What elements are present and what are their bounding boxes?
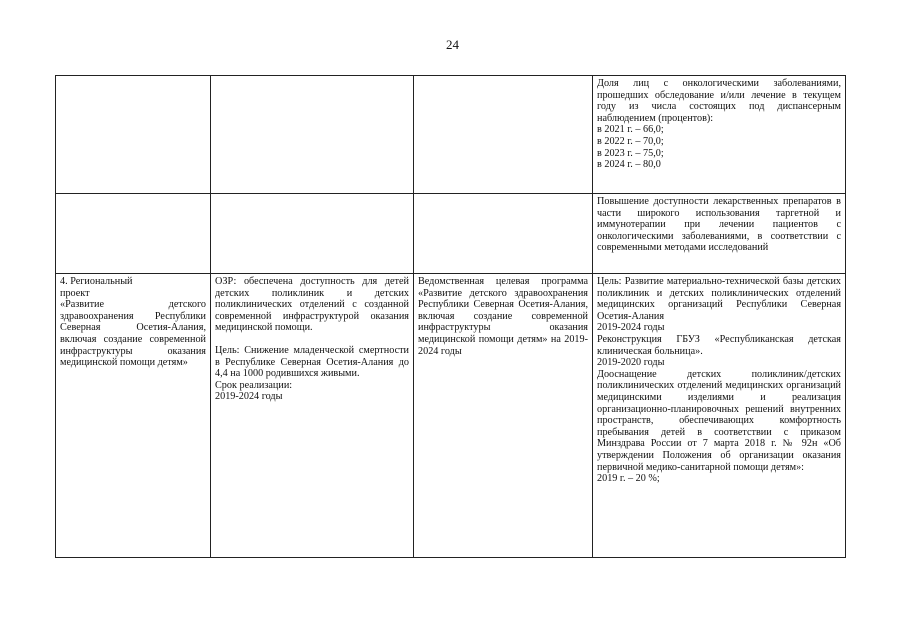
table-cell: [593, 76, 846, 194]
program-table: [55, 75, 846, 558]
table-row: [56, 194, 846, 274]
indicator-value: в 2022 г. – 70,0;: [597, 135, 664, 147]
table-cell: [56, 194, 211, 274]
goal-text: Цель: Снижение младенческой смертности в Республике Северная Осетия-Алания до 4,4 на 1000 родившихся живыми.: [215, 344, 409, 380]
indicator-value: в 2023 г. – 75,0;: [597, 147, 664, 159]
project-title: «Развитие детского здравоохранения Республики Северная Осетия-Алания, включая создание современной инфраструктуры оказания медицинской помощи детям»: [60, 299, 206, 369]
table-cell: [414, 194, 593, 274]
ozr-text: ОЗР: обеспечена доступность для детей детских поликлиник и детских поликлинических отделений с созданной современной инфраструктурой оказания медицинской помощи.: [215, 276, 409, 334]
activity-text: Дооснащение детских поликлиник/детских поликлинических отделений медицинских организаций медицинскими изделиями и реализация организационно-планировочных решений внутренних пространств, обеспечивающих комфортность пребывания детей в соответствии с приказом Минздрава России от 7 марта 2018 г. № 92н «Об утверждении Положения об организации оказания первичной медико-санитарной помощи детям»:: [597, 368, 841, 473]
measure-text: Повышение доступности лекарственных препаратов в части широкого использования таргетной и иммунотерапии при лечении пациентов с онкологическими заболеваниями, в соответствии с современными методами исследований: [597, 196, 841, 254]
table-row: [56, 274, 846, 558]
table-cell: [56, 76, 211, 194]
indicator-value: в 2021 г. – 66,0;: [597, 124, 664, 136]
table-cell: [211, 76, 414, 194]
indicator-value: в 2024 г. – 80,0: [597, 159, 661, 171]
period-text: 2019-2020 годы: [597, 357, 665, 369]
term-value: 2019-2024 годы: [215, 391, 283, 403]
program-text: Ведомственная целевая программа «Развитие детского здравоохранения Республики Северная Осетия-Алания, включая создание современной инфраструктуры оказания медицинской помощи детям» на 2019-2024 годы: [418, 276, 588, 357]
project-label: проект: [60, 287, 90, 299]
period-text: 2019-2024 годы: [597, 322, 665, 334]
page-number: 24: [446, 37, 459, 52]
table-row: [56, 76, 846, 194]
term-label: Срок реализации:: [215, 379, 293, 391]
spacer: [215, 334, 409, 345]
table-cell: [414, 274, 593, 558]
activity-text: Реконструкция ГБУЗ «Республиканская детская клиническая больница».: [597, 333, 841, 357]
table-cell: [211, 274, 414, 558]
indicator-value: 2019 г. – 20 %;: [597, 473, 660, 485]
project-number: 4. Региональный: [60, 276, 133, 287]
indicator-text: Доля лиц с онкологическими заболеваниями, прошедших обследование и/или лечение в текущем году из числа состоящих под диспансерным наблюдением (процентов):: [597, 78, 841, 124]
table-cell: [593, 274, 846, 558]
table-cell: [414, 76, 593, 194]
table-cell: [56, 274, 211, 558]
table-cell: [211, 194, 414, 274]
table-cell: [593, 194, 846, 274]
goal-text: Цель: Развитие материально-технической базы детских поликлиник и детских поликлинических отделений медицинских организаций Республики Северная Осетия-Алания: [597, 276, 841, 322]
